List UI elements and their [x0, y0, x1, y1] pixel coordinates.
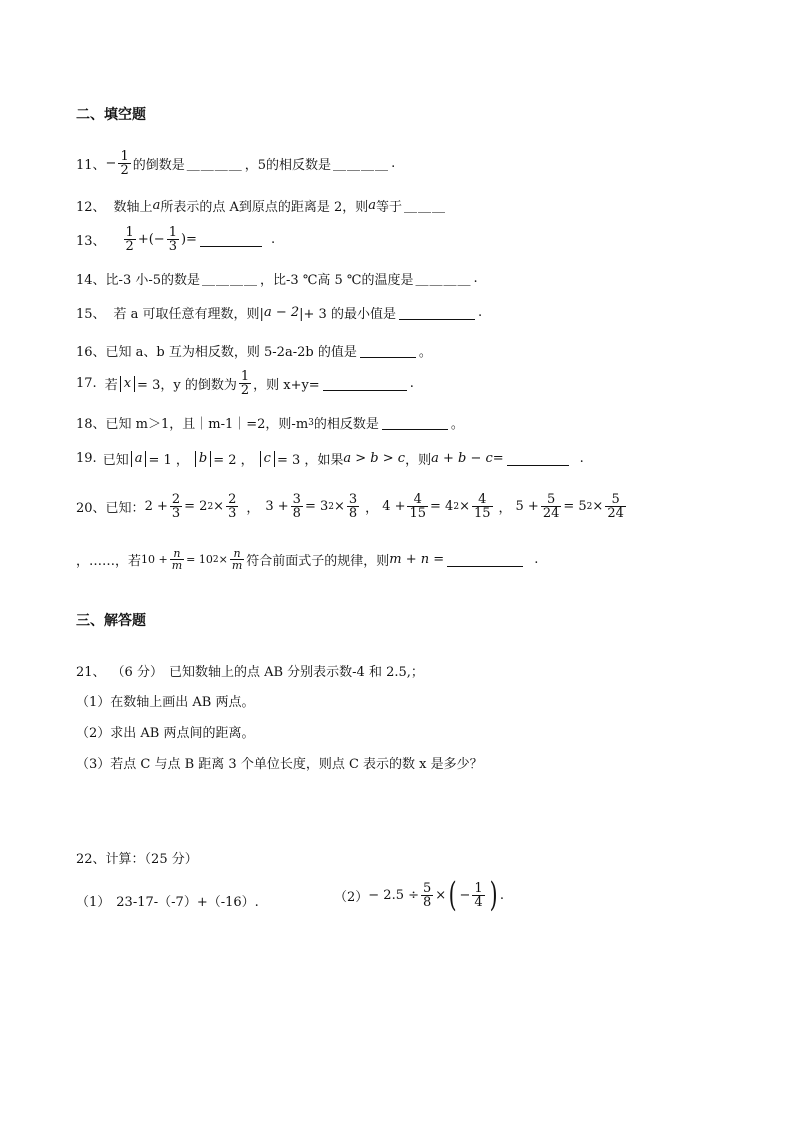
- question-number: 12、: [76, 200, 106, 215]
- question-text: 已知数轴上的点 AB 分别表示数-4 和 2.5,；: [168, 665, 424, 680]
- answer-blank[interactable]: ＿＿＿＿: [415, 273, 472, 288]
- question-text: 的相反数是: [313, 417, 379, 432]
- fraction: $\frac{1}{2}$: [125, 225, 134, 254]
- question-21-part-1: （1）在数轴上画出 AB 两点。: [76, 695, 255, 710]
- punctuation: .: [409, 376, 414, 391]
- answer-blank[interactable]: [447, 552, 523, 567]
- answer-blank[interactable]: [399, 305, 475, 320]
- section-title-fill-blank: 二、填空题: [76, 107, 146, 123]
- question-11: [76, 150, 395, 177]
- question-20-continued: ，……，若 10 + $\frac{n}{m}$ = 10 2 × $\frac{n}{m}$ 符合前面式子的规律，则 m + n = .: [76, 547, 539, 572]
- question-text: 若: [104, 378, 118, 393]
- question-21-part-2: （2）求出 AB 两点间的距离。: [76, 726, 255, 741]
- absolute-value: x: [120, 376, 135, 392]
- pattern-term: 2 + $\frac{2}{3}$ = 2 2 × $\frac{2}{3}$: [144, 492, 237, 521]
- question-19: [76, 449, 584, 468]
- question-12: [76, 196, 448, 215]
- question-number: 20、: [76, 501, 106, 516]
- question-text: 比-3 小-5的数是: [105, 273, 201, 288]
- question-13: [76, 226, 275, 253]
- expression: a − 2: [263, 305, 300, 320]
- answer-blank[interactable]: [382, 415, 448, 430]
- answer-blank[interactable]: [360, 343, 416, 358]
- question-text: 符合前面式子的规律，则: [246, 554, 390, 569]
- question-text: 数轴上: [113, 200, 153, 215]
- punctuation: .: [270, 232, 276, 247]
- question-text: ，5的相反数是: [244, 158, 332, 173]
- question-text: 已知：: [105, 501, 145, 516]
- variable-a: a: [368, 198, 377, 213]
- question-number: 17.: [76, 376, 97, 391]
- question-text: 若 a 可取任意有理数，则|: [113, 307, 264, 322]
- question-text: ，……，若: [76, 554, 142, 569]
- fraction: $\frac{1}{2}$: [120, 149, 129, 178]
- pattern-term: 4 + $\frac{4}{15}$ = 4 2 × $\frac{4}{15}$: [382, 492, 491, 521]
- question-22-part-1: [76, 891, 259, 910]
- question-number: 21、: [76, 665, 106, 680]
- question-text: ，则: [405, 453, 432, 468]
- question-text: 已知 a、b 互为相反数，则 5-2a-2b 的值是: [105, 345, 357, 360]
- question-21-part-3: （3）若点 C 与点 B 距离 3 个单位长度，则点 C 表示的数 x 是多少？: [76, 757, 483, 772]
- question-22: 22、计算：（25 分）: [76, 852, 198, 867]
- operator: =: [492, 451, 504, 466]
- question-number: 19.: [76, 451, 97, 466]
- question-20: [76, 493, 628, 520]
- punctuation: .: [579, 451, 584, 466]
- separator: ，: [365, 501, 379, 516]
- answer-blank[interactable]: ＿＿＿＿: [333, 158, 390, 173]
- answer-blank[interactable]: [323, 376, 407, 391]
- question-text: 所表示的点 A到原点的距离是 2，则: [160, 200, 369, 215]
- question-text: ，则 x+y=: [253, 378, 320, 393]
- question-17: [76, 370, 414, 397]
- section-title-solutions: 三、解答题: [76, 613, 146, 629]
- operator: )=: [180, 232, 197, 247]
- punctuation: .: [534, 552, 539, 567]
- part-label: （2）: [334, 889, 369, 905]
- question-text: 等于: [376, 200, 403, 215]
- expression: m + n =: [389, 552, 445, 567]
- absolute-value: a: [131, 451, 147, 467]
- answer-blank[interactable]: ＿＿＿: [404, 200, 447, 215]
- question-text: 已知: [102, 453, 129, 468]
- absolute-value: c: [260, 451, 275, 467]
- question-21: [76, 661, 424, 680]
- pattern-term: 3 + $\frac{3}{8}$ = 3 2 × $\frac{3}{8}$: [265, 492, 358, 521]
- punctuation: .: [477, 305, 483, 320]
- answer-blank[interactable]: ＿＿＿＿: [202, 273, 259, 288]
- right-paren: ): [489, 875, 498, 915]
- condition: a > b > c: [343, 451, 406, 466]
- question-18: [76, 413, 464, 432]
- variable-a: a: [152, 198, 161, 213]
- punctuation: 。: [450, 417, 464, 432]
- question-text: |+ 3 的最小值是: [299, 307, 396, 322]
- question-text: = 3，y 的倒数为: [137, 378, 237, 393]
- minus-sign: −: [105, 156, 117, 171]
- question-number: 18、: [76, 417, 106, 432]
- expression: − 2.5 ÷: [368, 887, 420, 903]
- operator: +(−: [137, 232, 165, 247]
- question-number: 14、: [76, 273, 106, 288]
- question-number: 15、: [76, 307, 106, 322]
- question-14: [76, 269, 478, 288]
- separator: ，: [498, 501, 512, 516]
- fraction: $\frac{1}{3}$: [168, 225, 177, 254]
- question-text: = 1 ，: [148, 453, 189, 468]
- question-text: 已知 m＞1，且｜m-1｜=2，则-m: [105, 417, 309, 432]
- fraction: $\frac{1}{2}$: [240, 369, 250, 398]
- answer-blank[interactable]: ＿＿＿＿: [186, 158, 243, 173]
- score: （6 分）: [111, 665, 163, 680]
- question-text: ，比-3 ℃高 5 ℃的温度是: [260, 273, 414, 288]
- question-22-part-2: （2） − 2.5 ÷ $\frac{5}{8}$ × ( − $\frac{1}{4}$ ) .: [334, 875, 505, 915]
- question-16: [76, 341, 432, 360]
- question-number: 11、: [76, 158, 106, 173]
- question-number: 13、: [76, 234, 106, 249]
- question-text: 的倒数是: [132, 158, 185, 173]
- punctuation: .: [499, 887, 505, 903]
- expression: 23-17-（-7）+（-16）.: [116, 895, 259, 910]
- answer-blank[interactable]: [200, 232, 262, 247]
- punctuation: 。: [418, 345, 432, 360]
- pattern-term: 5 + $\frac{5}{24}$ = 5 2 × $\frac{5}{24}$: [515, 492, 624, 521]
- question-15: [76, 303, 482, 322]
- question-number: 16、: [76, 345, 106, 360]
- exponent: 3: [308, 417, 314, 428]
- question-text: = 3 ，如果: [276, 453, 344, 468]
- punctuation: .: [391, 156, 396, 171]
- part-label: （1）: [76, 895, 111, 910]
- expression: a + b − c: [431, 451, 493, 466]
- absolute-value: b: [195, 451, 211, 467]
- left-paren: (: [448, 875, 457, 915]
- question-text: = 2 ，: [213, 453, 254, 468]
- answer-blank[interactable]: [507, 451, 569, 466]
- separator: ，: [246, 501, 260, 516]
- punctuation: .: [473, 271, 478, 286]
